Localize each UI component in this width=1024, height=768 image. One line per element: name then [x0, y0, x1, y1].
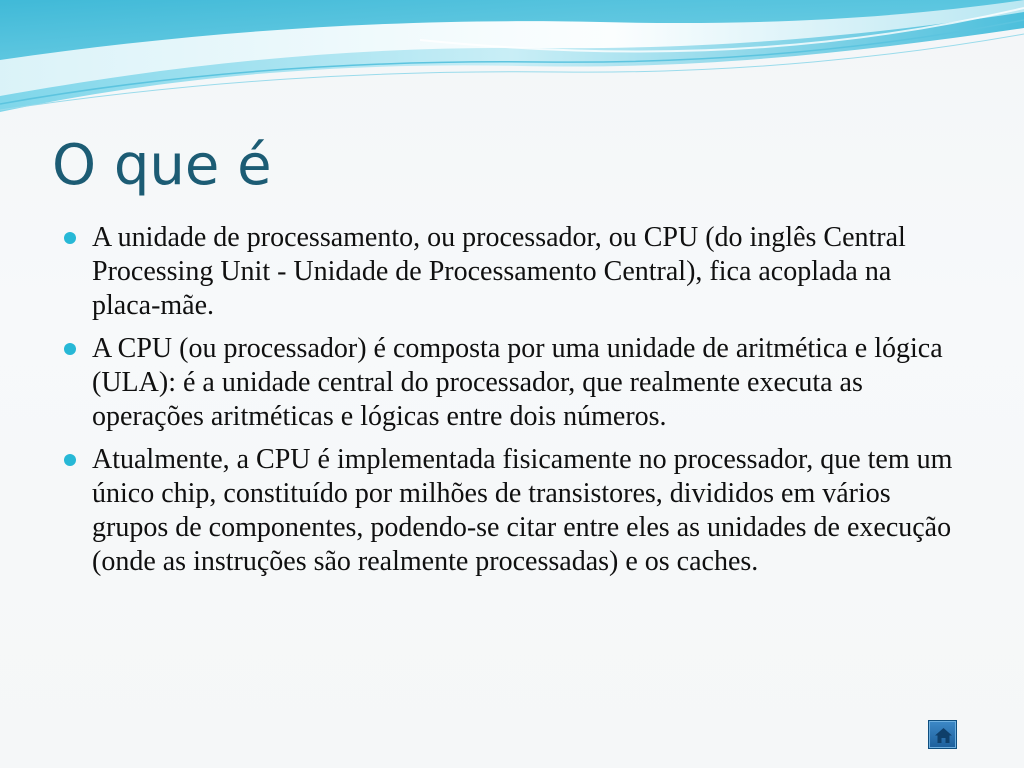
slide-title: O que é: [52, 133, 272, 198]
bullet-dot-icon: [64, 232, 76, 244]
home-icon: [933, 725, 954, 746]
bullet-dot-icon: [64, 343, 76, 355]
bullet-item: [64, 443, 964, 579]
bullet-item: [64, 332, 964, 434]
bullet-item: [64, 221, 964, 323]
bullet-list: [64, 221, 964, 588]
bullet-text: Atualmente, a CPU é implementada fisicamente no processador, que tem um único chip, constituído por milhões de transistores, divididos em vários grupos de componentes, podendo-se citar entre eles as unidades de execução (onde as instruções são realmente processadas) e os caches.: [92, 444, 953, 577]
decorative-wave-header: [0, 0, 1024, 130]
bullet-text: A CPU (ou processador) é composta por uma unidade de aritmética e lógica (ULA): é a unidade central do processador, que realmente executa as operações aritméticas e lógicas entre dois números.: [92, 333, 943, 432]
bullet-text: A unidade de processamento, ou processador, ou CPU (do inglês Central Processing Unit - Unidade de Processamento Central), fica acoplada na placa-mãe.: [92, 222, 906, 321]
bullet-dot-icon: [64, 454, 76, 466]
home-button[interactable]: [928, 720, 957, 749]
